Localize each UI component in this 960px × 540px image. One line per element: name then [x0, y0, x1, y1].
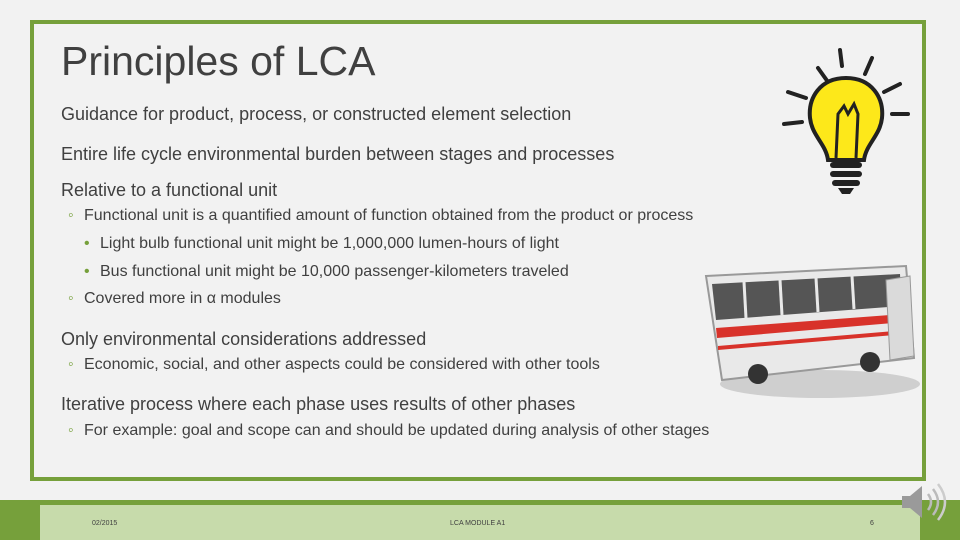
sub-sub-bullet-bus: • Bus functional unit might be 10,000 passenger-kilometers traveled — [84, 263, 569, 280]
bullet-life-cycle: Entire life cycle environmental burden between stages and processes — [61, 144, 615, 164]
footer-page-number: 6 — [870, 520, 874, 527]
bullet-marker: ◦ — [68, 422, 74, 439]
slide-title: Principles of LCA — [61, 38, 376, 84]
sub-bullet-alpha-modules: ◦ Covered more in α modules — [68, 290, 281, 307]
bullet-marker: • — [84, 263, 90, 280]
sub-sub-bullet-light-bulb: • Light bulb functional unit might be 1,000,000 lumen-hours of light — [84, 235, 559, 252]
bullet-functional-unit: Relative to a functional unit — [61, 180, 278, 200]
sub-bullet-example: ◦ For example: goal and scope can and should be updated during analysis of other stages — [68, 422, 710, 439]
lightbulb-icon — [780, 44, 910, 199]
footer-date: 02/2015 — [92, 520, 118, 527]
bullet-marker: ◦ — [68, 207, 74, 224]
bullet-environmental-only: Only environmental considerations addressed — [61, 329, 427, 349]
sub-bullet-other-tools: ◦ Economic, social, and other aspects could be considered with other tools — [68, 356, 600, 373]
footer-module: LCA MODULE A1 — [450, 520, 506, 527]
speaker-icon[interactable] — [898, 480, 948, 525]
bus-icon — [700, 262, 920, 402]
bullet-marker: • — [84, 235, 90, 252]
bullet-marker: ◦ — [68, 290, 74, 307]
bullet-marker: ◦ — [68, 356, 74, 373]
bullet-iterative: Iterative process where each phase uses results of other phases — [61, 394, 576, 414]
bullet-guidance: Guidance for product, process, or constructed element selection — [61, 104, 572, 124]
sub-bullet-functional-unit-definition: ◦ Functional unit is a quantified amount of function obtained from the product or process — [68, 207, 694, 224]
